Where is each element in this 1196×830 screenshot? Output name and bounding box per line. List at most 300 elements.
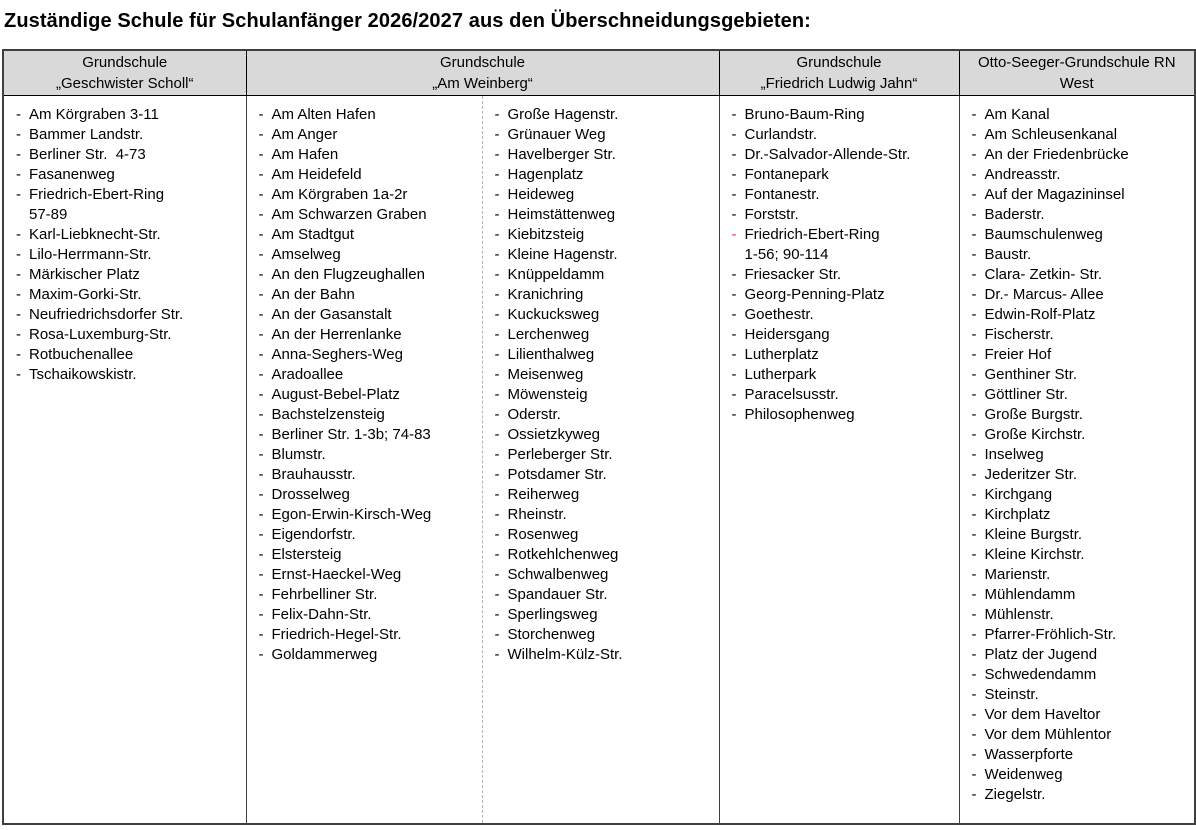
list-dash: - xyxy=(494,326,500,343)
street-item xyxy=(259,645,476,665)
street-item xyxy=(495,485,713,505)
street-name: Goldammerweg xyxy=(271,646,378,663)
list-dash: - xyxy=(494,386,500,403)
street-item xyxy=(732,185,953,205)
list-dash: - xyxy=(258,246,264,263)
street-name: Inselweg xyxy=(984,446,1044,463)
list-dash: - xyxy=(258,206,264,223)
street-name: Drosselweg xyxy=(271,486,350,503)
street-name: Oderstr. xyxy=(507,406,561,423)
street-name: Fontanestr. xyxy=(744,186,820,203)
list-dash: - xyxy=(731,126,737,143)
street-item-continuation xyxy=(16,205,240,225)
street-item xyxy=(495,345,713,365)
street-name: Tschaikowskistr. xyxy=(29,366,137,383)
list-dash: - xyxy=(258,546,264,563)
street-item xyxy=(16,325,240,345)
street-item xyxy=(495,545,713,565)
list-dash: - xyxy=(971,206,977,223)
street-item xyxy=(972,725,1189,745)
street-item-continuation xyxy=(732,245,953,265)
street-name: Dr.-Salvador-Allende-Str. xyxy=(744,146,911,163)
street-item xyxy=(972,685,1189,705)
street-item xyxy=(259,405,476,425)
street-name: Kleine Kirchstr. xyxy=(984,546,1085,563)
street-name: Ziegelstr. xyxy=(984,786,1046,803)
street-item xyxy=(259,585,476,605)
street-name: August-Bebel-Platz xyxy=(271,386,400,403)
list-dash: - xyxy=(971,586,977,603)
list-dash: - xyxy=(258,186,264,203)
street-item xyxy=(16,105,240,125)
street-item xyxy=(972,645,1189,665)
street-item xyxy=(972,505,1189,525)
street-item xyxy=(732,265,953,285)
list-dash: - xyxy=(971,426,977,443)
street-name: Kiebitzsteig xyxy=(507,226,585,243)
street-item xyxy=(495,465,713,485)
street-name: Göttliner Str. xyxy=(984,386,1068,403)
street-name: Meisenweg xyxy=(507,366,584,383)
street-list-otto-seeger xyxy=(972,105,1189,805)
cell-am-weinberg-right xyxy=(482,96,719,824)
street-item xyxy=(495,585,713,605)
street-name: Heimstättenweg xyxy=(507,206,616,223)
list-dash: - xyxy=(731,166,737,183)
list-dash: - xyxy=(971,446,977,463)
street-item xyxy=(972,545,1189,565)
street-name: Maxim-Gorki-Str. xyxy=(29,286,142,303)
street-item xyxy=(259,485,476,505)
list-dash: - xyxy=(731,206,737,223)
street-item xyxy=(972,745,1189,765)
street-name: Lutherpark xyxy=(744,366,817,383)
list-dash: - xyxy=(971,226,977,243)
street-item xyxy=(495,385,713,405)
list-dash: - xyxy=(258,166,264,183)
street-name: Kranichring xyxy=(507,286,584,303)
street-name: Philosophenweg xyxy=(744,406,855,423)
street-item xyxy=(259,345,476,365)
list-dash: - xyxy=(731,286,737,303)
street-item xyxy=(972,125,1189,145)
street-name: Felix-Dahn-Str. xyxy=(271,606,372,623)
street-name: Bruno-Baum-Ring xyxy=(744,106,865,123)
list-dash: - xyxy=(494,366,500,383)
header-row xyxy=(3,50,1195,96)
list-dash: - xyxy=(731,366,737,383)
street-name: Curlandstr. xyxy=(744,126,818,143)
list-dash: - xyxy=(258,606,264,623)
street-item xyxy=(16,225,240,245)
street-name: Steinstr. xyxy=(984,686,1039,703)
street-item xyxy=(495,565,713,585)
street-name: Lutherplatz xyxy=(744,346,819,363)
street-name: Friesacker Str. xyxy=(744,266,842,283)
list-dash: - xyxy=(494,506,500,523)
street-item xyxy=(16,185,240,205)
street-item xyxy=(972,265,1189,285)
street-name: Dr.- Marcus- Allee xyxy=(984,286,1104,303)
list-dash: - xyxy=(971,286,977,303)
list-dash: - xyxy=(16,366,21,383)
list-dash: - xyxy=(16,186,21,203)
street-name: Baderstr. xyxy=(984,206,1045,223)
street-name: Marienstr. xyxy=(984,566,1051,583)
street-item xyxy=(972,785,1189,805)
list-dash: - xyxy=(494,246,500,263)
street-name: Egon-Erwin-Kirsch-Weg xyxy=(271,506,432,523)
street-item xyxy=(732,405,953,425)
street-name: Amselweg xyxy=(271,246,341,263)
list-dash: - xyxy=(258,126,264,143)
street-name: Spandauer Str. xyxy=(507,586,608,603)
street-item xyxy=(495,245,713,265)
list-dash: - xyxy=(258,446,264,463)
list-dash: - xyxy=(971,486,977,503)
street-item xyxy=(972,325,1189,345)
street-name: Berliner Str. 1-3b; 74-83 xyxy=(271,426,431,443)
street-name: 57-89 xyxy=(29,206,68,223)
street-item xyxy=(495,605,713,625)
list-dash: - xyxy=(494,266,500,283)
list-dash: - xyxy=(971,626,977,643)
street-item xyxy=(732,345,953,365)
street-name: Am Kanal xyxy=(984,106,1050,123)
school-assignment-table xyxy=(2,49,1196,825)
list-dash: - xyxy=(16,106,21,123)
list-dash: - xyxy=(258,326,264,343)
list-dash: - xyxy=(16,246,21,263)
street-item xyxy=(259,265,476,285)
street-name: Friedrich-Ebert-Ring xyxy=(29,186,165,203)
list-dash: - xyxy=(971,726,977,743)
street-item xyxy=(972,565,1189,585)
street-item xyxy=(259,625,476,645)
street-item xyxy=(259,385,476,405)
list-dash: - xyxy=(731,346,737,363)
street-item xyxy=(972,245,1189,265)
body-row xyxy=(3,96,1195,824)
cell-am-weinberg-left xyxy=(246,96,482,824)
list-dash: - xyxy=(731,146,737,163)
street-item xyxy=(972,185,1189,205)
street-name: Perleberger Str. xyxy=(507,446,613,463)
street-item xyxy=(972,425,1189,445)
header-line: West xyxy=(1059,75,1094,92)
street-name: Am Körgraben 1a-2r xyxy=(271,186,408,203)
list-dash: - xyxy=(971,186,977,203)
street-name: Goethestr. xyxy=(744,306,814,323)
list-dash: - xyxy=(258,386,264,403)
cell-geschwister-scholl xyxy=(3,96,246,824)
street-item xyxy=(495,125,713,145)
list-dash: - xyxy=(258,646,264,663)
street-name: Kirchplatz xyxy=(984,506,1051,523)
list-dash: - xyxy=(258,366,264,383)
street-name: Fontanepark xyxy=(744,166,829,183)
list-dash: - xyxy=(16,286,21,303)
list-dash: - xyxy=(494,606,500,623)
list-dash: - xyxy=(258,286,264,303)
list-dash: - xyxy=(971,126,977,143)
street-item xyxy=(732,385,953,405)
street-item xyxy=(972,345,1189,365)
street-item xyxy=(16,145,240,165)
street-name: Forststr. xyxy=(744,206,799,223)
street-name: Am Schleusenkanal xyxy=(984,126,1118,143)
street-item xyxy=(495,285,713,305)
street-item xyxy=(259,145,476,165)
list-dash: - xyxy=(971,406,977,423)
street-name: Neufriedrichsdorfer Str. xyxy=(29,306,184,323)
street-item xyxy=(972,445,1189,465)
street-item xyxy=(495,225,713,245)
street-item xyxy=(972,105,1189,125)
street-name: Heidersgang xyxy=(744,326,830,343)
street-name: Schwedendamm xyxy=(984,666,1097,683)
column-header-friedrich-ludwig-jahn xyxy=(719,50,959,96)
street-name: Fehrbelliner Str. xyxy=(271,586,378,603)
list-dash: - xyxy=(258,346,264,363)
street-item xyxy=(495,625,713,645)
street-item xyxy=(259,325,476,345)
street-item xyxy=(259,205,476,225)
street-item xyxy=(495,205,713,225)
header-line: Grundschule xyxy=(82,54,168,71)
street-list-am-weinberg-left xyxy=(259,105,476,665)
list-dash: - xyxy=(16,146,21,163)
list-dash: - xyxy=(971,366,977,383)
street-item xyxy=(495,105,713,125)
street-item xyxy=(495,305,713,325)
street-name: Hagenplatz xyxy=(507,166,584,183)
cell-otto-seeger xyxy=(959,96,1195,824)
street-name: Bammer Landstr. xyxy=(29,126,144,143)
list-dash: - xyxy=(971,566,977,583)
street-item xyxy=(495,445,713,465)
street-list-friedrich-ludwig-jahn xyxy=(732,105,953,425)
street-name: Storchenweg xyxy=(507,626,596,643)
list-dash: - xyxy=(731,186,737,203)
street-item xyxy=(259,365,476,385)
list-dash: - xyxy=(731,306,737,323)
list-dash: - xyxy=(971,146,977,163)
street-item xyxy=(259,545,476,565)
street-item xyxy=(495,145,713,165)
street-item xyxy=(972,285,1189,305)
street-item xyxy=(259,185,476,205)
street-item xyxy=(972,145,1189,165)
list-dash: - xyxy=(258,226,264,243)
street-name: Mühlenstr. xyxy=(984,606,1054,623)
street-name: Große Kirchstr. xyxy=(984,426,1086,443)
street-name: Am Heidefeld xyxy=(271,166,362,183)
street-name: Ernst-Haeckel-Weg xyxy=(271,566,402,583)
list-dash: - xyxy=(494,406,500,423)
street-name: Rosenweg xyxy=(507,526,579,543)
street-item xyxy=(259,505,476,525)
street-name: Rotkehlchenweg xyxy=(507,546,619,563)
list-dash: - xyxy=(971,106,977,123)
street-item xyxy=(972,525,1189,545)
list-dash: - xyxy=(258,306,264,323)
street-name: Am Anger xyxy=(271,126,338,143)
list-dash: - xyxy=(494,446,500,463)
street-item xyxy=(16,125,240,145)
street-name: Märkischer Platz xyxy=(29,266,140,283)
list-dash: - xyxy=(258,426,264,443)
list-dash: - xyxy=(258,406,264,423)
list-dash: - xyxy=(971,526,977,543)
list-dash: - xyxy=(494,546,500,563)
street-name: Edwin-Rolf-Platz xyxy=(984,306,1096,323)
list-dash: - xyxy=(16,266,21,283)
street-item xyxy=(732,125,953,145)
list-dash: - xyxy=(16,166,21,183)
street-item xyxy=(732,325,953,345)
street-name: Blumstr. xyxy=(271,446,326,463)
street-item xyxy=(259,465,476,485)
street-name: Vor dem Haveltor xyxy=(984,706,1101,723)
street-name: Georg-Penning-Platz xyxy=(744,286,885,303)
list-dash: - xyxy=(494,186,500,203)
street-name: Elstersteig xyxy=(271,546,342,563)
street-name: Große Burgstr. xyxy=(984,406,1083,423)
street-item xyxy=(16,365,240,385)
street-name: Karl-Liebknecht-Str. xyxy=(29,226,161,243)
list-dash: - xyxy=(731,106,737,123)
street-name: Mühlendamm xyxy=(984,586,1076,603)
street-item xyxy=(732,165,953,185)
street-name: Am Stadtgut xyxy=(271,226,355,243)
street-name: Friedrich-Ebert-Ring xyxy=(744,226,880,243)
street-item xyxy=(259,565,476,585)
street-item xyxy=(495,365,713,385)
street-item xyxy=(972,165,1189,185)
street-item xyxy=(972,205,1189,225)
street-name: Lerchenweg xyxy=(507,326,590,343)
list-dash: - xyxy=(258,506,264,523)
street-item xyxy=(259,105,476,125)
list-dash: - xyxy=(258,466,264,483)
list-dash: - xyxy=(494,426,500,443)
street-item xyxy=(259,525,476,545)
street-item xyxy=(495,265,713,285)
street-name: Platz der Jugend xyxy=(984,646,1098,663)
street-name: An der Herrenlanke xyxy=(271,326,402,343)
list-dash: - xyxy=(494,226,500,243)
column-header-am-weinberg xyxy=(246,50,719,96)
list-dash: - xyxy=(494,466,500,483)
street-name: Rotbuchenallee xyxy=(29,346,134,363)
street-name: An den Flugzeughallen xyxy=(271,266,425,283)
street-item xyxy=(972,625,1189,645)
street-item xyxy=(732,205,953,225)
street-name: An der Friedenbrücke xyxy=(984,146,1129,163)
street-name: Potsdamer Str. xyxy=(507,466,607,483)
cell-friedrich-ludwig-jahn xyxy=(719,96,959,824)
street-item xyxy=(972,385,1189,405)
street-name: Am Alten Hafen xyxy=(271,106,376,123)
street-item xyxy=(495,645,713,665)
list-dash: - xyxy=(971,246,977,263)
list-dash: - xyxy=(971,466,977,483)
street-name: Bachstelzensteig xyxy=(271,406,385,423)
street-item xyxy=(495,325,713,345)
street-name: Rosa-Luxemburg-Str. xyxy=(29,326,172,343)
street-item xyxy=(972,665,1189,685)
street-item xyxy=(972,705,1189,725)
header-line: „Am Weinberg“ xyxy=(432,75,533,92)
street-item xyxy=(972,765,1189,785)
list-dash: - xyxy=(258,146,264,163)
street-item xyxy=(259,445,476,465)
street-item xyxy=(16,285,240,305)
street-name: Ossietzkyweg xyxy=(507,426,601,443)
list-dash: - xyxy=(971,746,977,763)
street-name: 1-56; 90-114 xyxy=(744,246,829,263)
header-line: „Geschwister Scholl“ xyxy=(55,75,194,92)
street-name: Baustr. xyxy=(984,246,1032,263)
street-name: Kleine Burgstr. xyxy=(984,526,1083,543)
street-item xyxy=(259,225,476,245)
list-dash: - xyxy=(258,586,264,603)
street-name: Aradoallee xyxy=(271,366,344,383)
street-item xyxy=(495,525,713,545)
street-item xyxy=(259,245,476,265)
list-dash: - xyxy=(258,266,264,283)
street-item xyxy=(732,105,953,125)
street-name: Paracelsusstr. xyxy=(744,386,839,403)
list-dash: - xyxy=(16,226,21,243)
street-item xyxy=(972,485,1189,505)
street-name: Freier Hof xyxy=(984,346,1052,363)
street-item xyxy=(972,305,1189,325)
street-name: Kirchgang xyxy=(984,486,1053,503)
list-dash: - xyxy=(971,546,977,563)
street-name: Eigendorfstr. xyxy=(271,526,356,543)
list-dash: - xyxy=(971,686,977,703)
street-item xyxy=(259,305,476,325)
street-name: Friedrich-Hegel-Str. xyxy=(271,626,402,643)
street-name: Sperlingsweg xyxy=(507,606,598,623)
street-item xyxy=(495,405,713,425)
street-name: Weidenweg xyxy=(984,766,1063,783)
list-dash: - xyxy=(731,386,737,403)
list-dash: - xyxy=(971,766,977,783)
street-name: Berliner Str. 4-73 xyxy=(29,146,146,163)
list-dash: - xyxy=(971,666,977,683)
list-dash: - xyxy=(494,166,500,183)
street-item xyxy=(495,185,713,205)
list-dash: - xyxy=(494,106,500,123)
list-dash: - xyxy=(258,106,264,123)
street-name: Jederitzer Str. xyxy=(984,466,1078,483)
list-dash: - xyxy=(258,526,264,543)
list-dash: - xyxy=(731,226,737,243)
street-item xyxy=(972,365,1189,385)
street-name: Pfarrer-Fröhlich-Str. xyxy=(984,626,1117,643)
list-dash: - xyxy=(494,306,500,323)
list-dash xyxy=(732,245,745,265)
street-name: Vor dem Mühlentor xyxy=(984,726,1112,743)
street-list-geschwister-scholl xyxy=(16,105,240,385)
street-name: Fasanenweg xyxy=(29,166,115,183)
street-name: Reiherweg xyxy=(507,486,580,503)
street-name: Baumschulenweg xyxy=(984,226,1103,243)
street-item xyxy=(495,505,713,525)
